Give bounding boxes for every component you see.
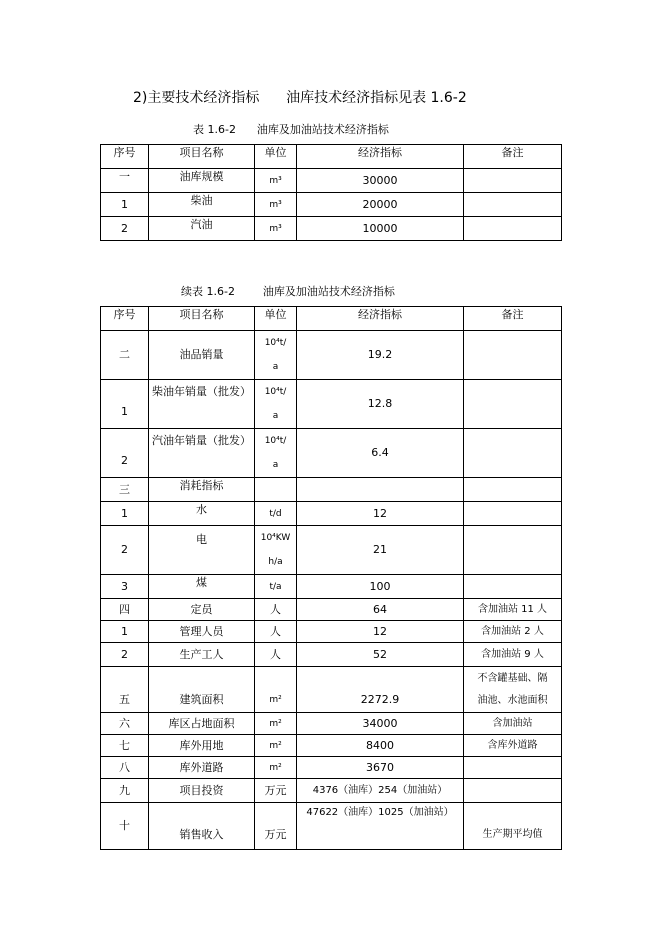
cell-note: 含库外道路 (464, 735, 562, 757)
unit-line-1: 10⁴t/ (264, 436, 287, 446)
cell-value: 12 (297, 621, 464, 643)
cell-no: 1 (101, 193, 149, 217)
cell-note (464, 429, 562, 478)
header-no: 序号 (101, 145, 149, 169)
cell-no: 3 (101, 575, 149, 599)
table-row (101, 478, 562, 502)
cell-no: 八 (101, 757, 149, 779)
cell-value: 47622（油库）1025（加油站） (297, 803, 464, 850)
cell-note: 含加油站 9 人 (464, 643, 562, 667)
cell-unit: t/a (255, 575, 297, 599)
cell-name: 柴油年销量（批发） (149, 380, 255, 429)
cell-note (464, 478, 562, 502)
cell-no: 七 (101, 735, 149, 757)
cell-no: 2 (101, 217, 149, 241)
cell-no: 1 (101, 621, 149, 643)
cell-no: 2 (101, 526, 149, 575)
table-row (101, 779, 562, 803)
cell-unit: t/d (255, 502, 297, 526)
section-heading: 2)主要技术经济指标 油库技术经济指标见表 1.6-2 (133, 90, 467, 106)
cell-unit: 人 (255, 621, 297, 643)
cell-name: 汽油年销量（批发） (149, 429, 255, 478)
table-row (101, 643, 562, 667)
cell-value: 20000 (297, 193, 464, 217)
cell-name: 油库规模 (149, 169, 255, 193)
header-value: 经济指标 (297, 307, 464, 331)
cell-value: 34000 (297, 713, 464, 735)
table-row (101, 380, 562, 429)
cell-name: 消耗指标 (149, 478, 255, 502)
cell-name: 库外道路 (149, 757, 255, 779)
cell-value (297, 478, 464, 502)
table1-caption: 表 1.6-2 油库及加油站技术经济指标 (193, 123, 389, 136)
cell-unit: m² (255, 735, 297, 757)
header-no: 序号 (101, 307, 149, 331)
cell-unit: m³ (255, 193, 297, 217)
cell-name: 柴油 (149, 193, 255, 217)
cell-value: 30000 (297, 169, 464, 193)
table-row (101, 621, 562, 643)
cell-no: 九 (101, 779, 149, 803)
cell-note (464, 757, 562, 779)
table-row (101, 429, 562, 478)
table1 (100, 144, 562, 241)
table-row (101, 331, 562, 380)
table-row (101, 217, 562, 241)
cell-note (464, 667, 562, 713)
table2-header-row (101, 307, 562, 331)
cell-value: 3670 (297, 757, 464, 779)
cell-name: 项目投资 (149, 779, 255, 803)
table-row (101, 713, 562, 735)
cell-unit: 万元 (255, 803, 297, 850)
cell-no: 三 (101, 478, 149, 502)
table-row (101, 757, 562, 779)
cell-value: 19.2 (297, 331, 464, 380)
cell-unit: 人 (255, 599, 297, 621)
cell-name: 油品销量 (149, 331, 255, 380)
cell-value: 2272.9 (297, 667, 464, 713)
cell-unit (255, 526, 297, 575)
cell-name: 生产工人 (149, 643, 255, 667)
table-row (101, 575, 562, 599)
unit-line-2: a (272, 362, 279, 372)
unit-line-2: h/a (268, 557, 283, 567)
table-row (101, 735, 562, 757)
header-name: 项目名称 (149, 307, 255, 331)
cell-unit: 人 (255, 643, 297, 667)
cell-name: 水 (149, 502, 255, 526)
cell-name: 电 (149, 526, 255, 575)
table1-header-row (101, 145, 562, 169)
header-note: 备注 (464, 307, 562, 331)
cell-unit: m² (255, 667, 297, 713)
cell-value: 6.4 (297, 429, 464, 478)
cell-note (464, 193, 562, 217)
cell-value: 4376（油库）254（加油站） (297, 779, 464, 803)
cell-value: 52 (297, 643, 464, 667)
cell-name: 建筑面积 (149, 667, 255, 713)
cell-unit (255, 429, 297, 478)
cell-name: 管理人员 (149, 621, 255, 643)
cell-note (464, 331, 562, 380)
cell-name: 煤 (149, 575, 255, 599)
cell-name: 库区占地面积 (149, 713, 255, 735)
header-unit: 单位 (255, 145, 297, 169)
cell-name: 销售收入 (149, 803, 255, 850)
cell-note (464, 217, 562, 241)
unit-line-1: 10⁴KW (260, 533, 291, 543)
cell-value: 100 (297, 575, 464, 599)
cell-unit: m³ (255, 169, 297, 193)
cell-note (464, 502, 562, 526)
cell-name: 库外用地 (149, 735, 255, 757)
cell-no: 1 (101, 380, 149, 429)
cell-note: 含加油站 2 人 (464, 621, 562, 643)
cell-name: 汽油 (149, 217, 255, 241)
table-row (101, 667, 562, 713)
unit-line-2: a (272, 411, 279, 421)
unit-line-1: 10⁴t/ (264, 387, 287, 397)
header-unit: 单位 (255, 307, 297, 331)
cell-no: 1 (101, 502, 149, 526)
cell-value: 12.8 (297, 380, 464, 429)
cell-note (464, 779, 562, 803)
table-row (101, 599, 562, 621)
cell-note (464, 380, 562, 429)
cell-value: 10000 (297, 217, 464, 241)
cell-unit: m² (255, 713, 297, 735)
cell-name: 定员 (149, 599, 255, 621)
cell-unit (255, 478, 297, 502)
unit-line-1: 10⁴t/ (264, 338, 287, 348)
unit-line-2: a (272, 460, 279, 470)
table-row (101, 502, 562, 526)
cell-note: 生产期平均值 (464, 803, 562, 850)
table-row (101, 169, 562, 193)
header-name: 项目名称 (149, 145, 255, 169)
table-row (101, 803, 562, 850)
cell-no: 四 (101, 599, 149, 621)
cell-note: 含加油站 11 人 (464, 599, 562, 621)
table-row (101, 526, 562, 575)
cell-value: 64 (297, 599, 464, 621)
cell-unit (255, 331, 297, 380)
cell-no: 六 (101, 713, 149, 735)
table-row (101, 193, 562, 217)
table2-caption: 续表 1.6-2 油库及加油站技术经济指标 (181, 285, 395, 298)
cell-no: 一 (101, 169, 149, 193)
cell-no: 二 (101, 331, 149, 380)
cell-unit: 万元 (255, 779, 297, 803)
note-line-1: 不含罐基础、隔 (477, 672, 548, 684)
cell-value: 12 (297, 502, 464, 526)
cell-no: 十 (101, 803, 149, 850)
cell-unit (255, 380, 297, 429)
cell-no: 2 (101, 643, 149, 667)
note-line-2: 油池、水池面积 (477, 694, 548, 706)
header-note: 备注 (464, 145, 562, 169)
cell-value: 8400 (297, 735, 464, 757)
cell-value: 21 (297, 526, 464, 575)
cell-no: 五 (101, 667, 149, 713)
cell-note (464, 575, 562, 599)
cell-unit: m² (255, 757, 297, 779)
header-value: 经济指标 (297, 145, 464, 169)
cell-note (464, 169, 562, 193)
cell-note (464, 526, 562, 575)
cell-unit: m³ (255, 217, 297, 241)
cell-no: 2 (101, 429, 149, 478)
table2 (100, 306, 562, 850)
cell-note: 含加油站 (464, 713, 562, 735)
